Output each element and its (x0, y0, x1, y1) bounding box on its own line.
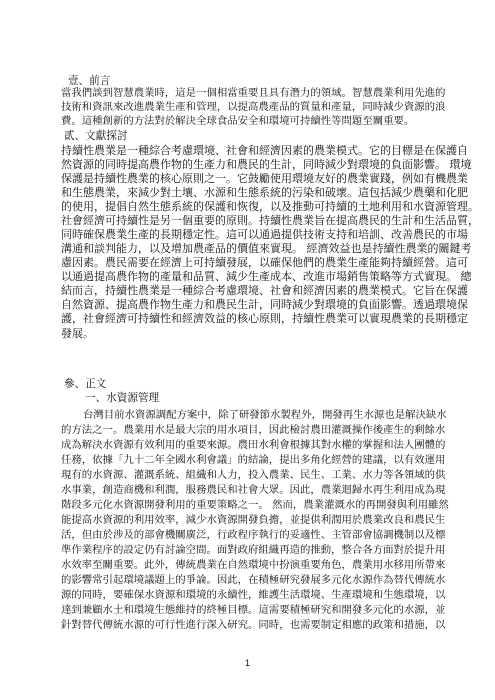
text-line: 任務，依據「九十二年全國水利會議」的結論，提出多角化經營的建議，以有效運用 (61, 454, 446, 466)
text-line: 現有的水資源、灌溉系統、組織和人力，投入農業、民生、工業、水力等各領域的供 (61, 469, 446, 481)
text-line: 活，但由於涉及的部會機關廣泛，行政程序執行的妥適性、主管部會協調機制以及標 (61, 529, 446, 541)
text-line: 費。這種創新的方法對於解決全球食品安全和環境可持續性等問題至關重要。 (61, 115, 415, 127)
text-line: 社會經濟可持續性是另一個重要的原則。持續性農業旨在提高農民的生計和生活品質， (61, 214, 479, 227)
text-line: 護，社會經濟可持續性和經濟效益的核心原則，持續性農業可以實現農業的長期穩定 (61, 312, 468, 325)
text-line: 的方法之一。農業用水是最大宗的用水項目，因此檢討農田灌溉操作後產生的剩餘水 (61, 424, 446, 436)
text-line: 的使用，提倡自然生態系統的保護和恢復，以及推動可持續的土地利用和水資源管理。 (61, 200, 479, 213)
section-heading: 參、正文 (64, 378, 107, 390)
text-line: 的影響常引起環境議題上的爭論。因此，在積極研究發展多元化水源作為替代傳統水 (61, 574, 446, 586)
text-line: 成為解決水資源有效利用的重要來源。農田水利會根據其對水權的掌握和法人團體的 (61, 439, 446, 451)
section-heading: 貳、文獻探討 (64, 130, 128, 142)
text-line: 當我們談到智慧農業時，這是一個相當重要且具有潛力的領域。智慧農業利用先進的 (61, 87, 446, 99)
text-line: 溝通和談判能力，以及增加農產品的價值來實現。 經濟效益也是持續性農業的關鍵考 (61, 242, 472, 255)
text-line: 持續性農業是一種綜合考慮環境、社會和經濟因素的農業模式。它的目標是在保護自 (61, 144, 468, 157)
text-line: 水事業，創造商機和利潤，服務農民和社會大眾。因此，農業迴歸水再生利用成為現 (61, 484, 446, 496)
text-line: 保護是持續性農業的核心原則之一。它鼓勵使用環境友好的農業實踐，例如有機農業 (61, 172, 468, 185)
text-line: 針對替代傳統水源的可行性進行深入研究。同時，也需要制定相應的政策和措施，以 (61, 619, 446, 631)
text-line: 自然資源、提高農作物生產力和農民生計，同時減少對環境的負面影響。透過環境保 (61, 298, 468, 311)
text-line: 準作業程序的設定仍有討論空間。面對政府組織再造的推動，整合各方面對於提升用 (61, 544, 446, 556)
text-line: 技術和資訊來改進農業生產和管理，以提高農產品的質量和產量，同時減少資源的浪 (61, 101, 446, 113)
text-line: 以通過提高農作物的產量和品質、減少生產成本、改進市場銷售策略等方式實現。 總 (61, 270, 472, 283)
text-line: 台灣目前水資源調配方案中，除了研發節水製程外，開發再生水源也是解決缺水 (83, 409, 447, 421)
text-line: 發展。 (61, 327, 94, 340)
text-line: 達到兼顧水土和環境生態維持的終極目標。這需要積極研究和開發多元化的水源，並 (61, 604, 446, 616)
text-line: 階段多元化水資源開發利用的重要策略之一。 然而，農業灌溉水的再開發與利用雖然 (61, 499, 449, 511)
text-line: 然資源的同時提高農作物的生產力和農民的生計，同時減少對環境的負面影響。 環境 (61, 158, 472, 171)
text-line: 能提高水資源的利用效率，減少水資源開發負擔，並提供利潤用於農業改良和農民生 (61, 514, 446, 526)
text-line: 慮因素。農民需要在經濟上可持續發展，以確保他們的農業生產能夠持續經營。這可 (61, 256, 468, 269)
page-number: 1 (244, 658, 250, 668)
section-heading: 一、水資源管理 (85, 392, 160, 404)
text-line: 結而言，持續性農業是一種綜合考慮環境、社會和經濟因素的農業模式。它旨在保護 (61, 284, 468, 297)
text-line: 和生態農業，來減少對土壤、水源和生態系統的污染和破壞。這包括減少農藥和化肥 (61, 186, 468, 199)
text-line: 水效率至關重要。此外，傳統農業在自然環境中扮演重要角色，農業用水移用所帶來 (61, 559, 446, 571)
text-line: 源的同時，要確保水資源和環境的永續性，維護生活環境、生產環境和生態環境，以 (61, 589, 446, 601)
text-line: 同時確保農業生產的長期穩定性。這可以通過提供技術支持和培訓、改善農民的市場 (61, 228, 468, 241)
section-heading: 壹、前言 (68, 75, 111, 87)
